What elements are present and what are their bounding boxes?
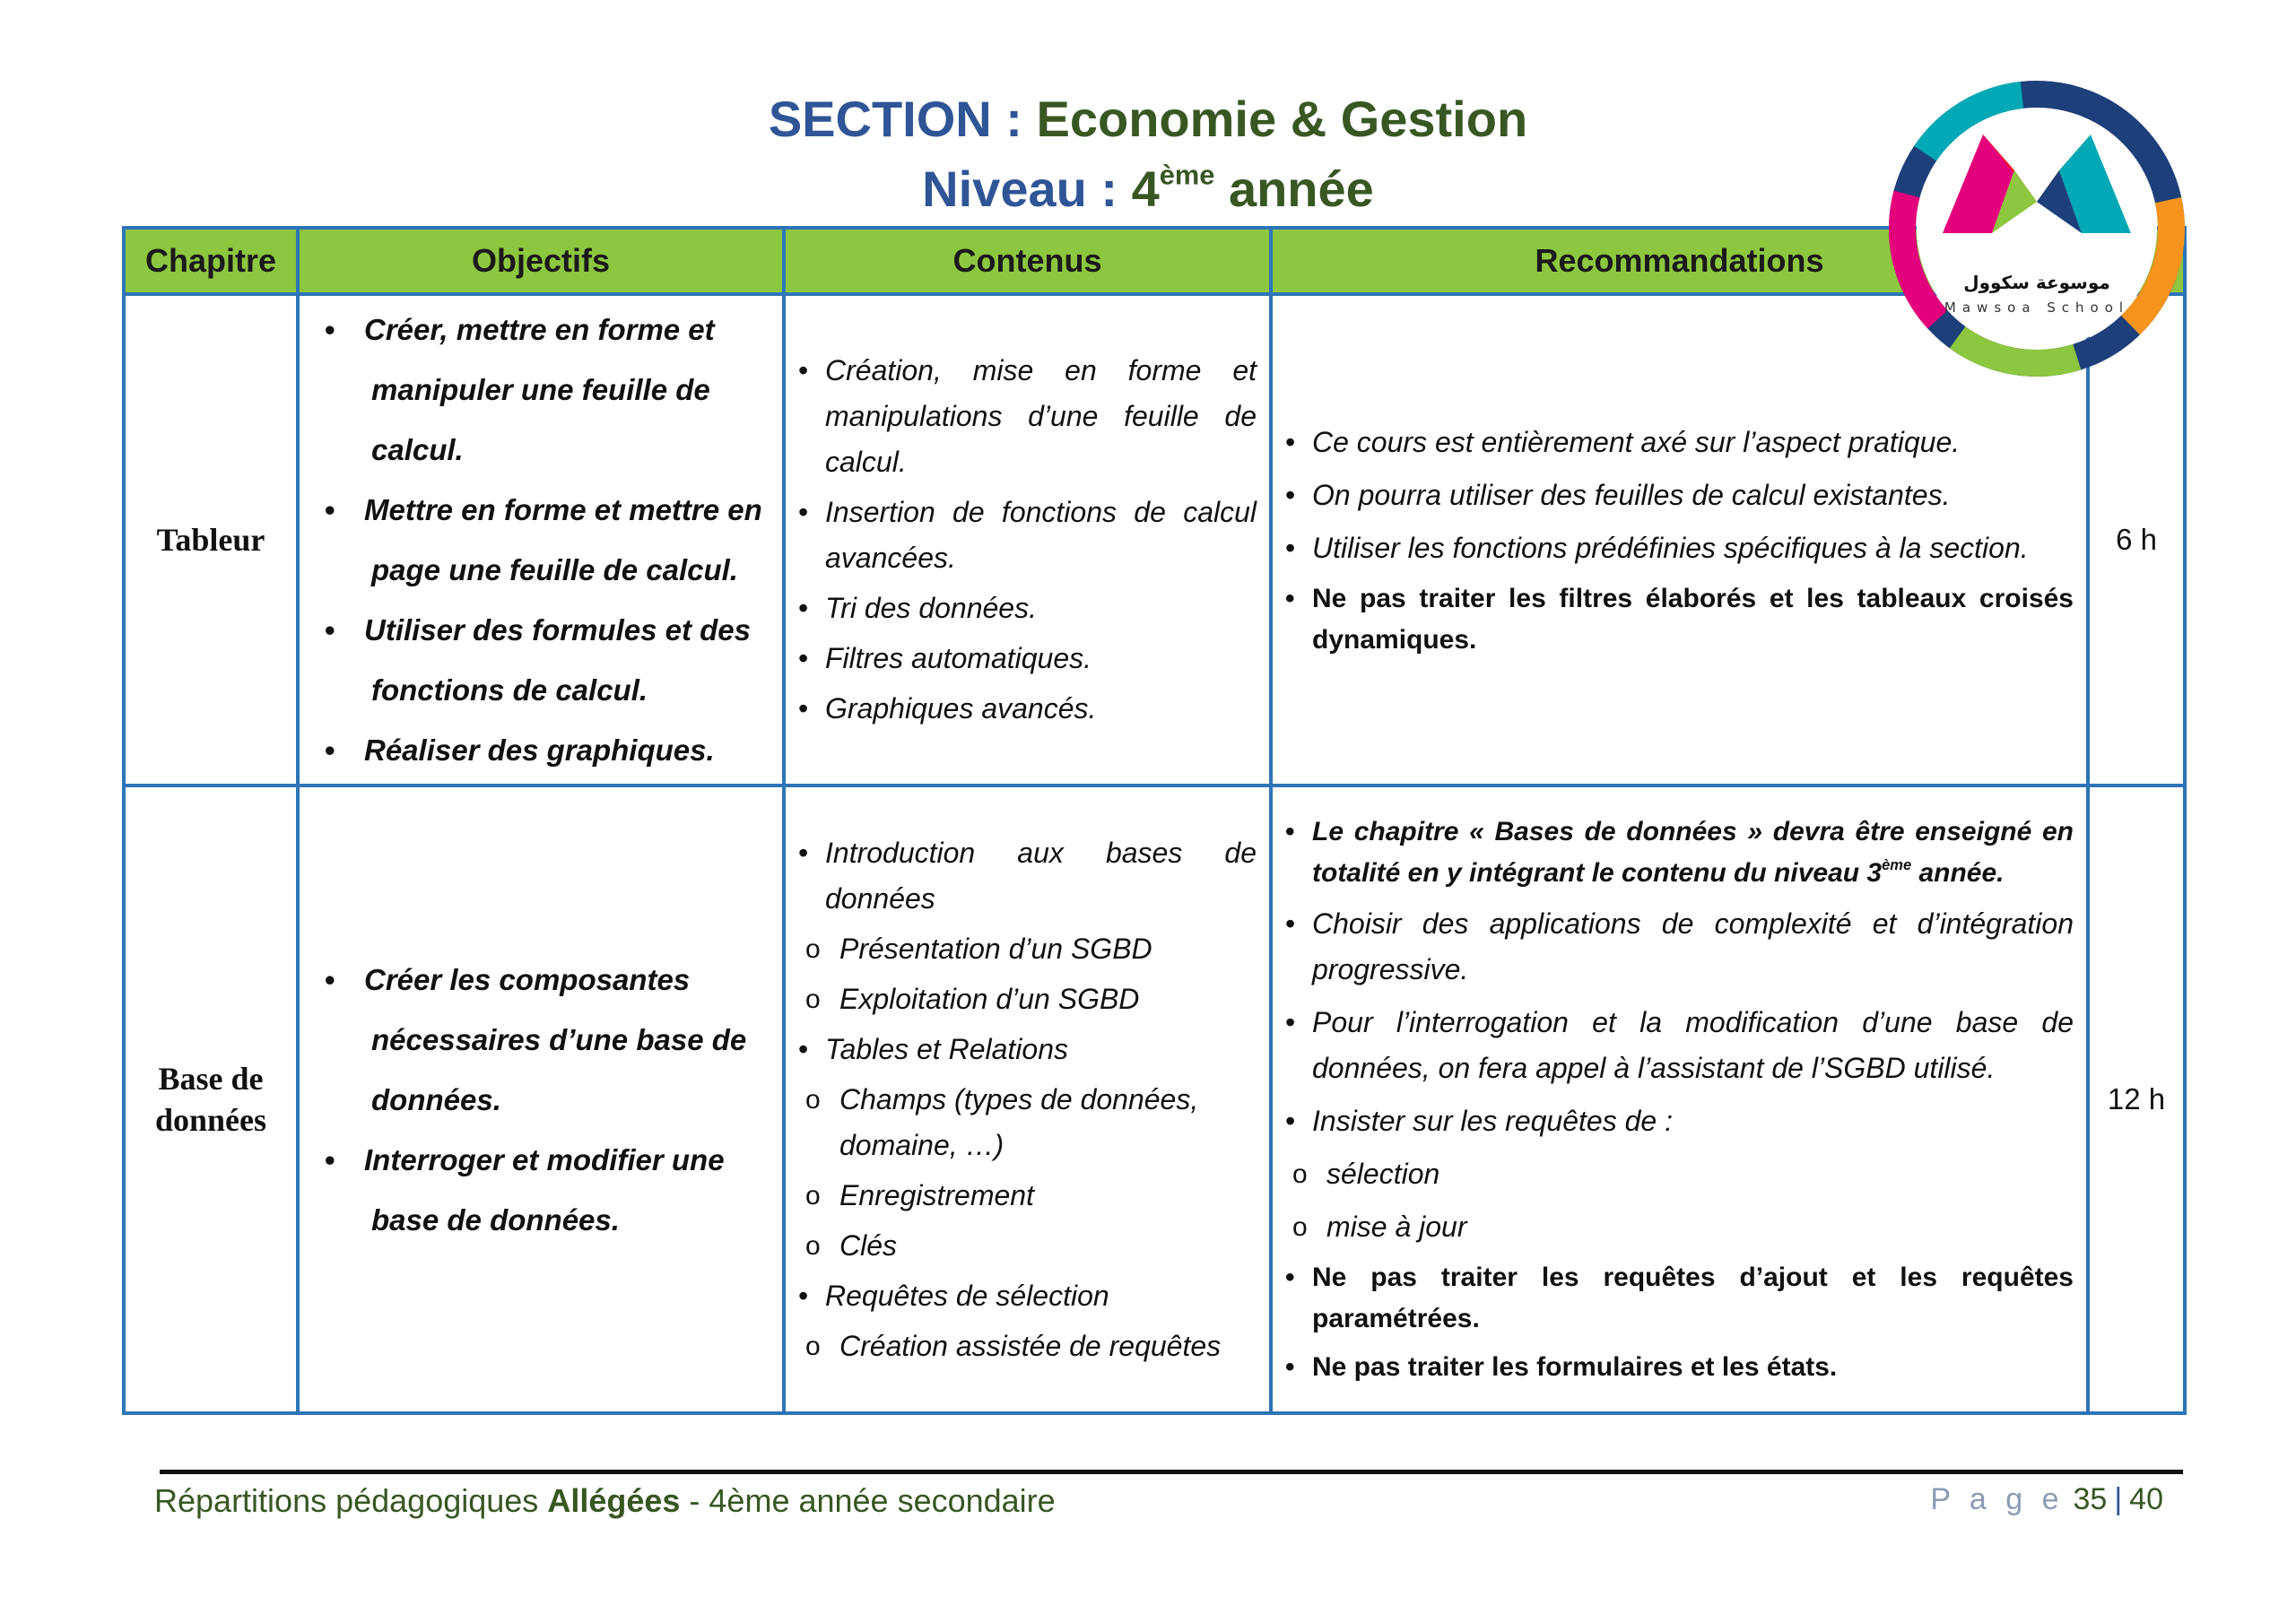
list-item: • Ne pas traiter les filtres élaborés et les tableaux croisés dynamiques. <box>1285 578 2074 661</box>
list-item: o Clés <box>798 1223 1257 1269</box>
contents-cell <box>784 294 1271 785</box>
page-total: 40 <box>2129 1482 2163 1516</box>
table-row <box>124 785 2185 1413</box>
footer-bold: Allégées <box>547 1482 681 1519</box>
list-item: • Créer les composantes nécessaires d’une base de données. <box>312 950 770 1130</box>
objectives-list <box>312 950 770 1250</box>
list-item: • Choisir des applications de complexité et d’intégration progressive. <box>1285 901 2074 993</box>
list-item: • Filtres automatiques. <box>798 636 1257 681</box>
logo-arabic-text: موسوعة سكوول <box>1963 272 2110 293</box>
list-item: • Réaliser des graphiques. <box>312 720 770 780</box>
chapter-name-line1: Base de <box>158 1061 264 1097</box>
contents-list <box>798 830 1257 1369</box>
objectives-cell <box>298 785 784 1413</box>
list-item: • Pour l’interrogation et la modification d’une base de données, on fera appel à l’assistant de l’SGBD utilisé. <box>1285 1000 2074 1091</box>
list-item: o Présentation d’un SGBD <box>798 926 1257 972</box>
list-item: • Requêtes de sélection <box>798 1273 1257 1319</box>
page-label: P a g e <box>1930 1482 2065 1516</box>
duration-value: 6 h <box>2116 523 2157 556</box>
list-item: • Utiliser les fonctions prédéfinies spécifiques à la section. <box>1285 525 2074 571</box>
level-value: 4ème année <box>1131 159 1374 217</box>
list-item: o Exploitation d’un SGBD <box>798 976 1257 1022</box>
list-item: • Utiliser des formules et des fonctions de calcul. <box>312 600 770 720</box>
footer-rule <box>160 1470 2183 1474</box>
list-item: • Introduction aux bases de données <box>798 830 1257 922</box>
list-item: • Création, mise en forme et manipulations d’une feuille de calcul. <box>798 348 1257 485</box>
page-current: 35 <box>2073 1482 2108 1516</box>
duration-value: 12 h <box>2107 1082 2166 1115</box>
list-item: • Insertion de fonctions de calcul avancées. <box>798 490 1257 581</box>
chapter-name: Tableur <box>156 522 265 558</box>
mawsoa-school-logo <box>1889 81 2185 377</box>
recommendations-list <box>1285 812 2074 1388</box>
level-label: Niveau : <box>922 161 1118 217</box>
section-name: Economie & Gestion <box>1036 91 1528 147</box>
list-item: • Graphiques avancés. <box>798 686 1257 732</box>
list-item: o sélection <box>1285 1151 2074 1197</box>
table-row <box>124 294 2185 785</box>
col-header-contenus: Contenus <box>784 228 1271 294</box>
chapter-cell <box>124 294 298 785</box>
chapter-cell <box>124 785 298 1413</box>
list-item: • Insister sur les requêtes de : <box>1285 1098 2074 1144</box>
list-item: o Enregistrement <box>798 1173 1257 1219</box>
list-item: o mise à jour <box>1285 1204 2074 1250</box>
list-item: o Champs (types de données, domaine, …) <box>798 1077 1257 1168</box>
chapter-name-line2: données <box>154 1102 267 1138</box>
list-item: • Ne pas traiter les formulaires et les états. <box>1285 1347 2074 1388</box>
list-item: • On pourra utiliser des feuilles de calcul existantes. <box>1285 473 2074 518</box>
page-number <box>1930 1482 2163 1517</box>
list-item: o Création assistée de requêtes <box>798 1324 1257 1369</box>
page-separator: | <box>2114 1482 2123 1516</box>
table-header-row <box>124 228 2185 294</box>
list-item: • Mettre en forme et mettre en page une feuille de calcul. <box>312 480 770 600</box>
footer-left: Répartitions pédagogiques Allégées - 4ème année secondaire <box>154 1482 1056 1519</box>
objectives-cell <box>298 294 784 785</box>
contents-list <box>798 348 1257 732</box>
list-item: • Tri des données. <box>798 586 1257 631</box>
recommendations-list <box>1285 420 2074 661</box>
logo-latin-text: Mawsoa School <box>1944 299 2130 316</box>
recommendations-cell <box>1271 785 2088 1413</box>
contents-cell <box>784 785 1271 1413</box>
duration-cell <box>2088 785 2185 1413</box>
col-header-chapitre: Chapitre <box>124 228 298 294</box>
col-header-objectifs: Objectifs <box>298 228 784 294</box>
list-item: • Tables et Relations <box>798 1027 1257 1072</box>
list-item: • Le chapitre « Bases de données » devra être enseigné en totalité en y intégrant le contenu du niveau 3ème année. <box>1285 812 2074 894</box>
list-item: • Créer, mettre en forme et manipuler une feuille de calcul. <box>312 299 770 480</box>
section-label: SECTION : <box>768 91 1022 147</box>
objectives-list <box>312 299 770 780</box>
list-item: • Ce cours est entièrement axé sur l’aspect pratique. <box>1285 420 2074 465</box>
program-table <box>122 226 2187 1415</box>
list-item: • Interroger et modifier une base de données. <box>312 1130 770 1250</box>
col-header-recommandations: Recommandations <box>1271 228 2088 294</box>
list-item: • Ne pas traiter les requêtes d’ajout et les requêtes paramétrées. <box>1285 1257 2074 1340</box>
